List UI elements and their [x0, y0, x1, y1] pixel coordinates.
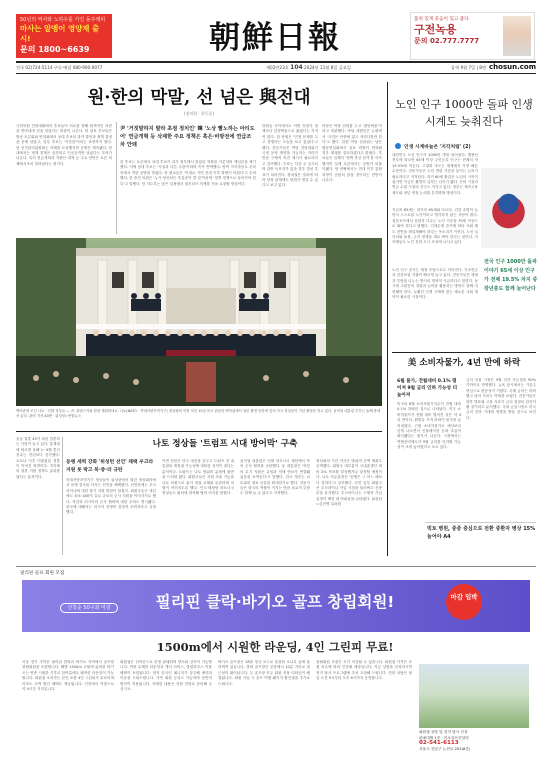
- lead-column-4: 야당은 여당 전대를 두고 '집안싸움'이라고 비판했다. 야당 대변인은 논평에서 '국민은 안중에 없고 자리다툼만 한다'고 했다. 한편 여당 선관위는 남은 합동연설회에서 상호 비방이 반복될 경우 제재를 검토하겠다고 밝혔다. 후보들은 일제히 '정책 중심 선거'를 약속했지만 실제 토론에서는 공방이 되풀이됐다. 당 안팎에서는 전대 이후 통합 과정이 순탄치 않을 것이라는 전망이 나온다.: [322, 124, 382, 183]
- dateline-lunar: 음력 9월 7일 | 8면: [451, 65, 486, 70]
- cpi-column-2: 금리 선물 시장은 9월 인하 가능성을 90% 가까이로 반영했다. 뉴욕 증시에서는 기술주 중심으로 변동성이 커졌다. 국채 금리는 하락했고 달러 가치도 약세를 보였다. 전문가들은 향후 발표될 고용 지표가 금리 결정의 관건이 될 것이라고 분석했다. 국내 금융시장도 미국 금리 인하 기대에 영향을 받을 것으로 보인다.: [466, 378, 536, 420]
- nato-column-4: 정상회의 기간 각국은 방위비 증액 계획도 공개했다. 회원국 대부분이 국내총생산 대비 2% 목표를 달성했거나 달성할 예정이다. 나토 사무총장은 '동맹은 그 어느 때보다 강하다'고 강조했다. 다만 일부 회원국은 우크라이나 가입 시점을 둘러싸고 신중론을 유지했다. 우크라이나는 구체적 가입 일정이 빠진 데 아쉬움을 나타냈다. 워싱턴=김진명 특파원: [316, 459, 382, 507]
- lead-column-2: 한 후보는 토론에서 상대 후보가 과거 정부에서 맡았던 역할을 거론하며 책임론을 제기했다. 이에 상대 후보는 '사실과 다른 주장'이라며 즉각 반박했다. 양측 지지자들도 온라인에서 격한 공방을 벌였다. 당 원로들은 '이대로 가면 전대 이후 화합이 어렵다'고 우려했다. 한 중진 의원은 '누가 당선되든 후유증이 클 것'이라며 '정책 경쟁으로 돌아가야 한다'고 말했다. 당 지도부는 남은 일정에서 네거티브 자제를 거듭 요청할 방침이다.: [120, 160, 256, 186]
- lead-headline[interactable]: 원·한의 막말, 선 넘은 與전대: [87, 88, 311, 108]
- ad-contact-line3: 서울시 강남구 논현로 202(8층): [419, 746, 471, 751]
- ad-column-1: 서울 경기 가까운 필리핀 클락과 바기오 지역에서 골프장 창립회원을 모집합니다. 해발 1500m 고원에 위치한 바기오는 연중 시원한 기후로 한여름에도 쾌적한 라운딩이 가능합니다. 회원권 소지자는 본인 포함 4인 그린피가 무료이며 리조트 숙박 할인 혜택도 제공됩니다. 인천에서 직항으로 약 4시간 거리입니다.: [22, 660, 114, 692]
- lead-column-1: 국민의힘 전당대회에서 후보들이 서로를 향해 원색적인 표현을 쏟아내며 선을 넘었다는 비판이 나온다. 당 대표 후보들은 방송 토론회와 연설회에서 상대 후보의 과거 발언과 정책 결정을 문제 삼았고, 일부 후보는 '거짓말'이라는 표현까지 썼다. 당 선거관리위원회는 자제를 요청했지만 공방은 계속됐다. 당내에서는 정책 경쟁은 실종되고 인신공격만 남았다는 우려가 나온다. 특히 연금개혁과 저출산 대책 등 주요 현안은 토론 의제에서조차 밀려났다는 평가다.: [16, 124, 112, 166]
- promo-model-photo: [503, 16, 531, 56]
- newspaper-logo[interactable]: 朝鮮日報: [209, 20, 341, 56]
- cpi-column-1: 미국의 6월 소비자물가지수가 전월 대비 0.1% 하락한 것으로 나타났다. 미국 소비자물가가 전월 대비 떨어진 것은 약 4년 만이다. 휘발유 가격 하락이 물가를 끌어내렸다. 근원 소비자물가도 예상보다 낮게 나오면서 인플레이션 둔화 흐름이 확인됐다는 평가가 나온다. 시장에서는 연방준비제도가 9월 금리를 인하할 가능성이 크게 높아졌다고 보고 있다.: [397, 402, 461, 450]
- dateline: [16, 63, 536, 72]
- marriage-brief: 올들 결혼 45가 폭한 결혼하는 사람이 늘고 있다. 통계청에 따르면 올해 1~4월 혼인 건수는 전년보다 증가했다. 코로나 이후 미뤄졌던 결혼이 이어진 영향이다. 지자체의 결혼 지원 정책도 효과를 냈다는 분석이다.: [16, 437, 60, 555]
- left-promo-line3: 문의 1800~6639: [20, 45, 90, 54]
- ad-column-2: 회원권은 선착순으로 한정 판매되며 양도와 상속이 가능합니다. 연중 무제한 라운딩과 캐디 서비스, 클럽하우스 이용 혜택이 포함됩니다. 현지 한국인 매니저가 상주해 예약과 이동을 도와드립니다. 가족 회원 등록도 가능하며 동반자 할인이 적용됩니다. 자세한 내용은 상담 전화로 문의해 주십시오.: [120, 660, 212, 692]
- nato-column-3: 윤석열 대통령은 인태 파트너국 세션에서 북러 군사 협력을 규탄했다. 윤 대통령은 '북한의 무기 지원은 유럽과 인태 안보가 연결돼 있음을 보여준다'고 말했다. 한국 정부는 나토와의 정보 공유를 확대하기로 했다. 전문가들은 한국의 역할이 커지는 만큼 외교적 부담도 함께 늘 수 있다고 지적했다.: [240, 459, 310, 496]
- photo-caption: 백악관에 모인 나토 · 인태 정상들 ― 尹, 열렌스키와 합창 재회하네요. 나토(NATO · 북대서양조약기구) 정상회의 이틀 차인 10일 미국 워싱턴 백악관에서 열린 환영 만찬에 앞서 각국 정상들이 기념 촬영을 하고 있다. 윤석열 대통령 부부는 둘째 줄에 서 있다. 관련 기사 A3면 · 워싱턴=연합뉴스: [16, 409, 381, 418]
- korean-flag-image: [481, 168, 536, 248]
- ad-deadline-stamp: 마감 임박: [446, 584, 482, 620]
- site-link[interactable]: chosun.com: [489, 63, 536, 71]
- ad-phone[interactable]: 02-541-6113: [419, 740, 459, 746]
- right-promo-line1: 품위 있게 웃음이 있고 좋다: [414, 17, 469, 22]
- ad-pill: 선착순 50구좌 마감: [60, 603, 118, 613]
- hospital-teaser[interactable]: 빅토 병원, 중증 중심으로 전환 중환자 병상 15% 늘어야 A4: [425, 522, 536, 542]
- right-section-rule: [392, 352, 536, 353]
- column-divider: [62, 437, 63, 555]
- right-column-2: 지금의 65세는 과거의 65세와 다르다. 건강 수명이 늘면서 스스로를 노인이라고 생각하지 않는 사람이 많다. 설문조사에서 응답자 다수는 노인 기준을 70세 이상으로 봐야 한다고 답했다. 기대수명 증가에 따라 사회 제도 전반을 재설계해야 한다는 목소리가 커진다. 노인 일자리와 돌봄, 주거 정책을 새로 짜야 한다는 것이다. 지자체들도 노인 친화 도시 조성에 나서고 있다.: [392, 208, 478, 245]
- lead-column-3: 당원들 사이에서도 이번 전대가 정책보다 감정싸움으로 흘렀다는 지적이 많다. 한 당원은 '민생 문제를 두고 경쟁하는 모습을 보고 싶었다'고 했다. 전문가들은 여당 전당대회가 국정 운영 방향을 가늠하는 자리인 만큼 구체적 비전 제시가 필요하다고 강조했다. 투표는 다음 주 실시되며 과반 득표자가 없을 경우 결선 투표가 치러진다. 정치권은 결과에 따라 당정 관계에도 변화가 생길 수 있다고 보고 있다.: [262, 124, 318, 188]
- nato-headline[interactable]: 나토 정상들 '트럼프 시대 방어막' 구축: [152, 439, 298, 449]
- ad-subtitle: 1500m에서 시원한 라운딩, 4인 그린피 무료!: [156, 640, 394, 654]
- dateline-contact: 전국 02)724-5114 구독·배달 080-900-0077: [16, 65, 103, 70]
- lead-photo[interactable]: [16, 238, 382, 406]
- info-icon: [395, 143, 401, 149]
- ad-contact-line2: 판매대행 1층 · 미소골프컨설팅: [419, 735, 469, 740]
- right-column-3: 노인 인구 증가는 재정 부담으로도 이어진다. 기초연금과 건강보험 지출이 빠르게 늘고 있다. 전문가들은 세대 간 부담을 나누는 방식의 개혁이 시급하다고 말한다. 동시에 고령층의 경험과 능력을 활용하는 방안도 함께 마련해야 한다. 늦춰진 인생 시계에 맞는 새로운 사회 계약이 필요한 시점이다.: [392, 268, 478, 300]
- cpi-headline[interactable]: 美 소비자물가, 4년 만에 하락: [407, 358, 521, 368]
- left-promo-line2: 마사는 알맹이 영양제 출시!: [20, 24, 100, 43]
- masthead-rule-bottom: [16, 73, 536, 74]
- masthead-right-promo[interactable]: [410, 12, 535, 60]
- masthead-left-promo[interactable]: [16, 14, 112, 58]
- lead-subhead: 尹 '거짓말하지 말라 초점 정치인' 韓 '노상 빨노하는 아티도어' 연금개혁 등 삭제한 주요 정책은 혹은·비방전에 연급조차 안돼: [120, 126, 255, 148]
- right-headline[interactable]: 노인 인구 1000만 돌파 인생 시계도 늦춰진다: [395, 98, 533, 128]
- right-promo-phone: 문의 02.777.7777: [414, 37, 480, 45]
- ad-contact-line1: 회원권 상담 및 현지 답사 신청: [419, 730, 468, 734]
- column-divider: [116, 122, 117, 234]
- nato-column-2: 이번 선언은 미국 대선을 앞두고 트럼프 전 대통령의 재집권 가능성에 대비한 성격이 짙다는 분석이다. 트럼프는 나토 방위비 분담에 불만을 드러내 왔다. 회원국들은 지원 조율 기능을 나토 차원으로 옮겨 정권 교체와 무관하게 지원이 이어지도록 했다. 인도·태평양 파트너국 정상들도 회의에 참석해 협력 의지를 밝혔다.: [162, 459, 234, 496]
- right-column-1: 대한민국 노인 인구가 1000만 명을 넘어섰다. 행정안전부에 따르면 65세 이상 주민등록 인구는 전체의 약 19.5%에 이른다. 고령화 속도는 세계에서 가장 빠른 수준이다. 전문가들은 노인 연령 기준을 높이는 논의가 필요하다고 지적한다. 과거 60세 환갑은 노년의 시작이었지만 지금은 활발히 일하는 나이가 됐다. 은퇴 시점과 연금 수령 시점의 간극도 커지고 있다. 정부는 계속고용 제도와 정년 연장 논의를 본격화할 방침이다.: [392, 153, 478, 195]
- main-right-divider: [387, 82, 388, 556]
- lead-byline: (정치원 · 한동훈): [183, 111, 215, 116]
- left-promo-line1: 50년의 역사와 노하우를 가진 동주캐피: [20, 17, 106, 23]
- right-promo-name: 구전녹용: [414, 23, 457, 36]
- ad-tag: 필리핀 골프 회원 모집: [20, 571, 65, 576]
- right-subhead: 인생 시계바늘은 '지각처럼' (2): [404, 145, 471, 150]
- cpi-subhead: 6월 물가, 전월대비 0.1% 떨어져 9월 금리 인하 가능성 더 높아져: [397, 379, 458, 398]
- ad-column-4: 창립회원 모집은 조기 마감될 수 있습니다. 회원권 가격은 모집 차수에 따라 인상될 예정입니다. 지금 상담을 신청하시면 현지 답사 프로그램에 우선 초청해 드립니다. 전화 상담은 평일 오전 9시부터 오후 6시까지 운영합니다.: [316, 660, 412, 681]
- ad-title: 필리핀 클락·바기오 골프 창립회원!: [155, 593, 395, 611]
- ad-column-3: 바기오 골프장은 18홀 정규 코스로 울창한 소나무 숲에 둘러싸여 있습니다. 클락 골프장은 공항에서 10분 거리로 접근성이 뛰어납니다. 두 골프장 모두 회원 전용 티타임이 배정됩니다. 회원 가입 시 골프 여행 패키지 할인권을 추가로 드립니다.: [218, 660, 310, 686]
- lead-photo-illustration: [16, 238, 382, 406]
- ad-contact: [419, 730, 529, 752]
- golf-course-photo: [419, 664, 529, 728]
- nato-subhead: 동맹 세력 강화 '위성턴 선언' 채택 우크라 지원 못 박고 북·중·러 규탄: [66, 460, 154, 473]
- mid-section-rule: [16, 431, 382, 432]
- nato-column-1: 북대서양조약기구 정상들이 워싱턴에서 열린 정상회의에서 동맹 결속을 다지는 선언을 채택했다. 선언문에는 우크라이나에 대한 장기 지원 방침이 담겼다. 회원국들은 내년에도 최소 400억 유로 규모의 군사 지원을 이어가기로 했다. 북한과 러시아의 군사 협력에 대한 우려도 명시됐다. 중국에 대해서는 러시아 전쟁의 결정적 조력자라고 규정했다.: [66, 478, 156, 515]
- dateline-issue: 제02만23호 104 2024년 11월 8일 금요일: [266, 64, 351, 71]
- right-side-note: 전국 인구 1000만 돌파 이야기 65세 이상 인구가 전체 19.5% 차지 중장년층도 함께 늘어난다: [484, 259, 538, 292]
